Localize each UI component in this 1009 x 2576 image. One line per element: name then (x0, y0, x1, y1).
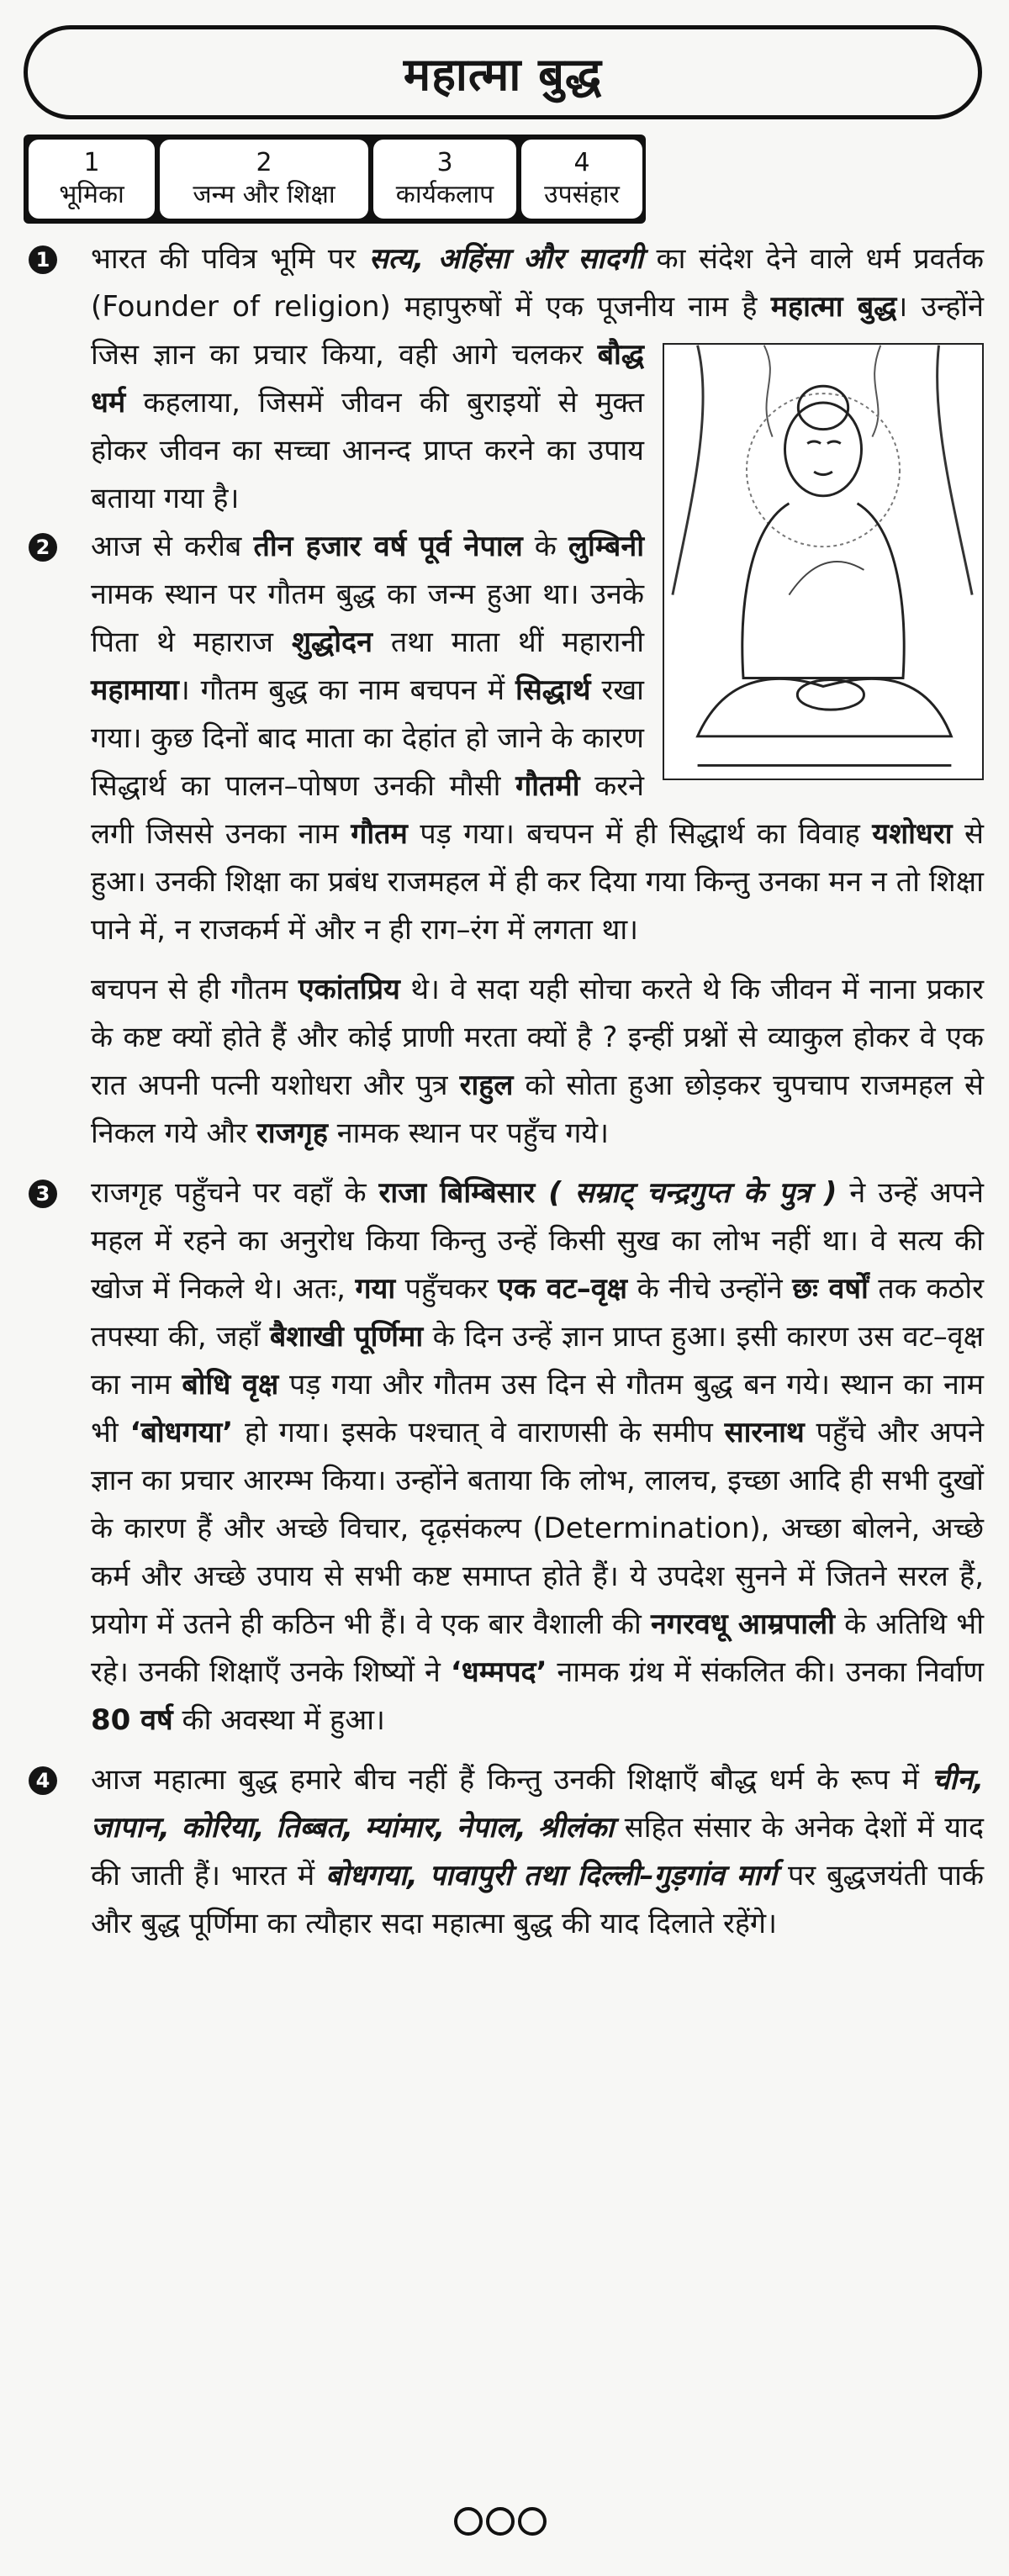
bullet-number: 2 (29, 533, 57, 562)
tab-introduction[interactable] (29, 140, 155, 219)
text-run: लुम्बिनी (568, 530, 644, 563)
text-run: पहुँचे और अपने ज्ञान का प्रचार आरम्भ किया। उन्होंने बताया कि लोभ, लालच, इच्छा आदि ही सभी दुखों के कारण हैं और अच्छे विचार, दृढ़संकल्प (Determination), अच्छा बोलने, अच्छे कर्म और अच्छे उपाय से सभी कष्ट समाप्त होते हैं। ये उपदेश सुनने में जितने सरल हैं, प्रयोग में उतने ही कठिन भी हैं। वे एक बार वैशाली की (91, 1416, 984, 1641)
page-title: महात्मा बुद्ध (403, 48, 603, 101)
tab-conclusion[interactable] (521, 140, 642, 219)
text-run: के अतिथि भी रहे। उनकी शिक्षाएँ उनके शिष्यों ने (91, 1607, 984, 1689)
text-run: राजगृह पहुँचने पर वहाँ के (91, 1176, 379, 1210)
text-run: महात्मा बुद्ध (770, 290, 897, 324)
tab-label: कार्यकलाप (395, 180, 494, 209)
text-run: बचपन से ही गौतम (91, 973, 298, 1006)
text-run: सारनाथ (724, 1416, 805, 1449)
text-run: पर बुद्धजयंती पार्क और बुद्ध पूर्णिमा का त्यौहार सदा महात्मा बुद्ध की याद दिलाते रहेंगे। (91, 1859, 985, 1940)
text-run: आज से करीब (91, 530, 254, 563)
paragraph-activities (0, 1169, 1009, 1745)
bullet-number: 3 (29, 1180, 57, 1208)
text-run: तथा माता थीं महारानी (372, 626, 645, 659)
bullet-number: 4 (29, 1766, 57, 1795)
text-run: । गौतम बुद्ध का नाम बचपन में (178, 673, 516, 707)
text-run: का संदेश देने वाले धर्म प्रवर्तक (Founder of religion) महापुरुषों में एक पूजनीय नाम है (91, 242, 985, 324)
text-run: छः वर्षों (792, 1272, 869, 1306)
paragraph-text (0, 1169, 1009, 1745)
text-run: थे। वे सदा यही सोचा करते थे कि जीवन में नाना प्रकार के कष्ट क्यों होते हैं और कोई प्राणी मरता क्यों है ? इन्हीं प्रश्नों से व्याकुल होकर वे एक रात अपनी पत्नी यशोधरा और पुत्र (91, 973, 984, 1102)
text-run: राहुल (459, 1069, 514, 1102)
text-run: चीन, जापान, कोरिया, तिब्बत, म्यांमार, नेपाल, श्रीलंका (91, 1763, 984, 1845)
tab-label: उपसंहार (544, 180, 620, 209)
text-run: एक वट–वृक्ष (498, 1272, 628, 1306)
paragraph-text (0, 1756, 1009, 1948)
paragraph-introduction (0, 235, 1009, 523)
text-run: पड़ गया और गौतम उस दिन से गौतम बुद्ध बन गये। स्थान का नाम भी (91, 1368, 984, 1449)
text-run: कहलाया, जिसमें जीवन की बुराइयों से मुक्त होकर जीवन का सच्चा आनन्द प्राप्त करने का उपाय बताया गया है। (91, 386, 644, 515)
text-run: बोधगया, पावापुरी तथा दिल्ली–गुड़गांव मार्ग (325, 1859, 778, 1892)
text-run: बौद्ध धर्म (91, 338, 644, 420)
text-run: तक कठोर तपस्या की, जहाँ (91, 1272, 985, 1354)
text-run: को सोता हुआ छोड़कर चुपचाप राजमहल से निकल गये और (91, 1069, 984, 1150)
text-run: नामक स्थान पर पहुँच गये। (327, 1116, 609, 1150)
text-run: नामक स्थान पर गौतम बुद्ध का जन्म हुआ था। उनके पिता थे महाराज (91, 578, 644, 659)
paragraph-text (0, 235, 1009, 523)
text-run: सिद्धार्थ (515, 673, 591, 707)
text-run: के दिन उन्हें ज्ञान प्राप्त हुआ। इसी कारण उस वट–वृक्ष का नाम (91, 1320, 984, 1401)
text-run: गया (355, 1272, 396, 1306)
tab-birth-education[interactable] (160, 140, 368, 219)
end-ornament (454, 2507, 547, 2536)
tab-label: भूमिका (59, 180, 124, 209)
text-run: रखा गया। कुछ दिनों बाद माता का देहांत हो जाने के कारण सिद्धार्थ का पालन–पोषण उनकी मौसी (91, 673, 644, 803)
ornament-circle (486, 2507, 515, 2536)
text-run: भारत की पवित्र भूमि पर (91, 242, 369, 276)
ornament-circle (518, 2507, 547, 2536)
text-run: आज महात्मा बुद्ध हमारे बीच नहीं हैं किन्तु उनकी शिक्षाएँ बौद्ध धर्म के रूप में (91, 1763, 932, 1797)
title-banner (24, 25, 982, 119)
text-run: से हुआ। उनकी शिक्षा का प्रबंध राजमहल में ही कर दिया गया किन्तु उनका मन न तो शिक्षा पाने में, न राजकर्म में और न ही राग–रंग में लगता था। (91, 817, 984, 947)
tab-activities[interactable] (373, 140, 516, 219)
text-run: राजगृह (256, 1116, 328, 1150)
tab-number: 2 (256, 148, 272, 177)
essay-body (0, 235, 1009, 1948)
text-run: राजा बिम्बिसार (378, 1176, 536, 1210)
paragraph-birth-education (0, 523, 1009, 1158)
text-run: एकांतप्रिय (298, 973, 400, 1006)
paragraph-conclusion (0, 1756, 1009, 1948)
ornament-circle (454, 2507, 483, 2536)
paragraph-text (0, 523, 1009, 954)
text-run: बैशाखी पूर्णिमा (269, 1320, 424, 1354)
text-run: नामक ग्रंथ में संकलित की। उनका निर्वाण (547, 1655, 984, 1689)
tab-number: 4 (573, 148, 590, 177)
text-run: ‘बोधगया’ (129, 1416, 234, 1449)
bullet-number: 1 (29, 245, 57, 274)
section-tabs (24, 135, 646, 224)
tab-number: 3 (436, 148, 453, 177)
text-run: हो गया। इसके पश्चात् वे वाराणसी के समीप (233, 1416, 725, 1449)
text-run: पहुँचकर (395, 1272, 499, 1306)
paragraph-text (0, 966, 1009, 1158)
text-run: तीन हजार वर्ष पूर्व नेपाल (253, 530, 523, 563)
text-run: शुद्धोदन (291, 626, 372, 659)
text-run: के (522, 530, 568, 563)
text-run: यशोधरा (872, 817, 953, 851)
text-run: 80 वर्ष (91, 1703, 173, 1737)
text-run: पड़ गया। बचपन में ही सिद्धार्थ का विवाह (407, 817, 873, 851)
text-run: । उन्होंने जिस ज्ञान का प्रचार किया, वही आगे चलकर (91, 290, 984, 372)
text-run: सहित संसार के अनेक देशों में याद की जाती हैं। भारत में (91, 1811, 984, 1892)
text-run: गौतम (351, 817, 408, 851)
text-run: बोधि वृक्ष (182, 1368, 279, 1401)
text-run: ने उन्हें अपने महल में रहने का अनुरोध किया किन्तु उन्हें किसी सुख का लोभ नहीं था। वे सत्य की खोज में निकले थे। अतः, (91, 1176, 984, 1306)
text-run: गौतमी (515, 769, 580, 803)
text-run: महामाया (91, 673, 179, 707)
text-run: ( सम्राट् चन्द्रगुप्त के पुत्र ) (535, 1176, 837, 1210)
text-run: की अवस्था में हुआ। (172, 1703, 385, 1737)
tab-number: 1 (83, 148, 100, 177)
tab-label: जन्म और शिक्षा (193, 180, 335, 209)
text-run: ‘धम्मपद’ (450, 1655, 547, 1689)
text-run: करने लगी जिससे उनका नाम (91, 769, 645, 851)
text-run: नगरवधू आम्रपाली (650, 1607, 835, 1641)
text-run: के नीचे उन्होंने (627, 1272, 793, 1306)
text-run: सत्य, अहिंसा और सादगी (368, 242, 643, 276)
